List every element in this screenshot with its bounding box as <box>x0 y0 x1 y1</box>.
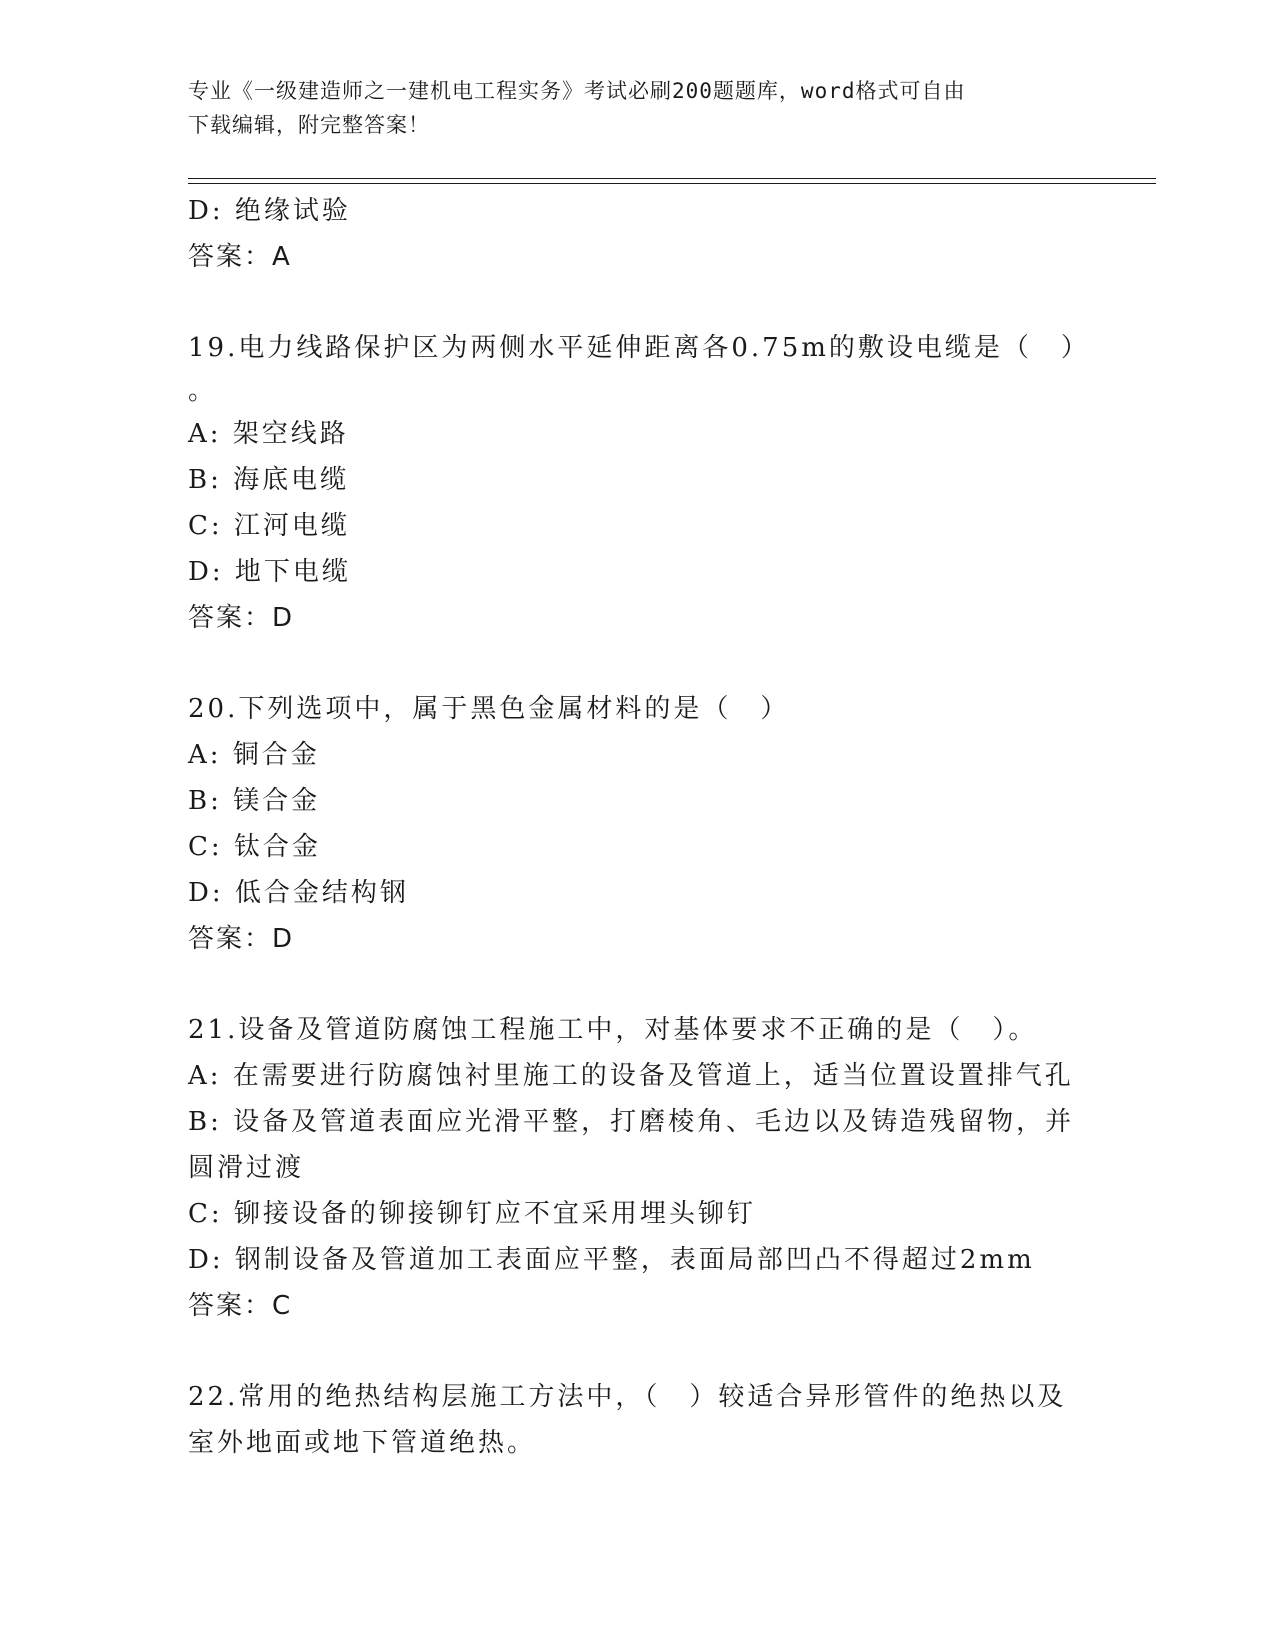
question-stem: 19.电力线路保护区为两侧水平延伸距离各0.75m的敷设电缆是（ ） <box>188 333 1090 363</box>
question-list <box>188 188 1088 1466</box>
answer: 答案：D <box>188 603 295 633</box>
option-c: C: 钛合金 <box>188 832 321 862</box>
option-b: B: 设备及管道表面应光滑平整，打磨棱角、毛边以及铸造残留物，并 <box>188 1107 1075 1137</box>
option-d: D: 绝缘试验 <box>188 196 351 226</box>
option-d: D: 地下电缆 <box>188 557 351 587</box>
option-a: A: 在需要进行防腐蚀衬里施工的设备及管道上，适当位置设置排气孔 <box>188 1061 1074 1091</box>
option-a: A: 铜合金 <box>188 740 320 770</box>
spacer <box>188 641 1088 686</box>
answer: 答案：A <box>188 242 292 272</box>
spacer <box>188 962 1088 1007</box>
option-d: D: 钢制设备及管道加工表面应平整，表面局部凹凸不得超过2mm <box>188 1245 1035 1275</box>
option-a: A: 架空线路 <box>188 419 349 449</box>
header-line-1: 专业《一级建造师之一建机电工程实务》考试必刷200题题库，word格式可自由 <box>188 79 966 103</box>
question-21 <box>188 1007 1088 1329</box>
answer: 答案：D <box>188 924 295 954</box>
option-b-continued: 圆滑过渡 <box>188 1153 305 1183</box>
header-line-2: 下载编辑，附完整答案！ <box>188 113 430 137</box>
option-b: B: 海底电缆 <box>188 465 350 495</box>
question-19 <box>188 325 1088 641</box>
question-stem-continued: 室外地面或地下管道绝热。 <box>188 1428 537 1458</box>
question-stem: 21.设备及管道防腐蚀工程施工中，对基体要求不正确的是（ ）。 <box>188 1015 1038 1045</box>
option-d: D: 低合金结构钢 <box>188 878 409 908</box>
option-b: B: 镁合金 <box>188 786 321 816</box>
header-divider-bottom <box>188 183 1156 184</box>
document-header <box>188 74 1068 142</box>
question-stem: 22.常用的绝热结构层施工方法中，（ ）较适合异形管件的绝热以及 <box>188 1382 1067 1412</box>
header-divider-top <box>188 178 1156 179</box>
question-18-tail <box>188 188 1088 280</box>
question-20 <box>188 686 1088 962</box>
spacer <box>188 280 1088 325</box>
question-stem: 20.下列选项中，属于黑色金属材料的是（ ） <box>188 694 790 724</box>
question-stem-continued: 。 <box>188 376 218 406</box>
option-c: C: 铆接设备的铆接铆钉应不宜采用埋头铆钉 <box>188 1199 756 1229</box>
option-c: C: 江河电缆 <box>188 511 350 541</box>
question-22 <box>188 1374 1088 1466</box>
answer: 答案：C <box>188 1291 293 1321</box>
spacer <box>188 1329 1088 1374</box>
